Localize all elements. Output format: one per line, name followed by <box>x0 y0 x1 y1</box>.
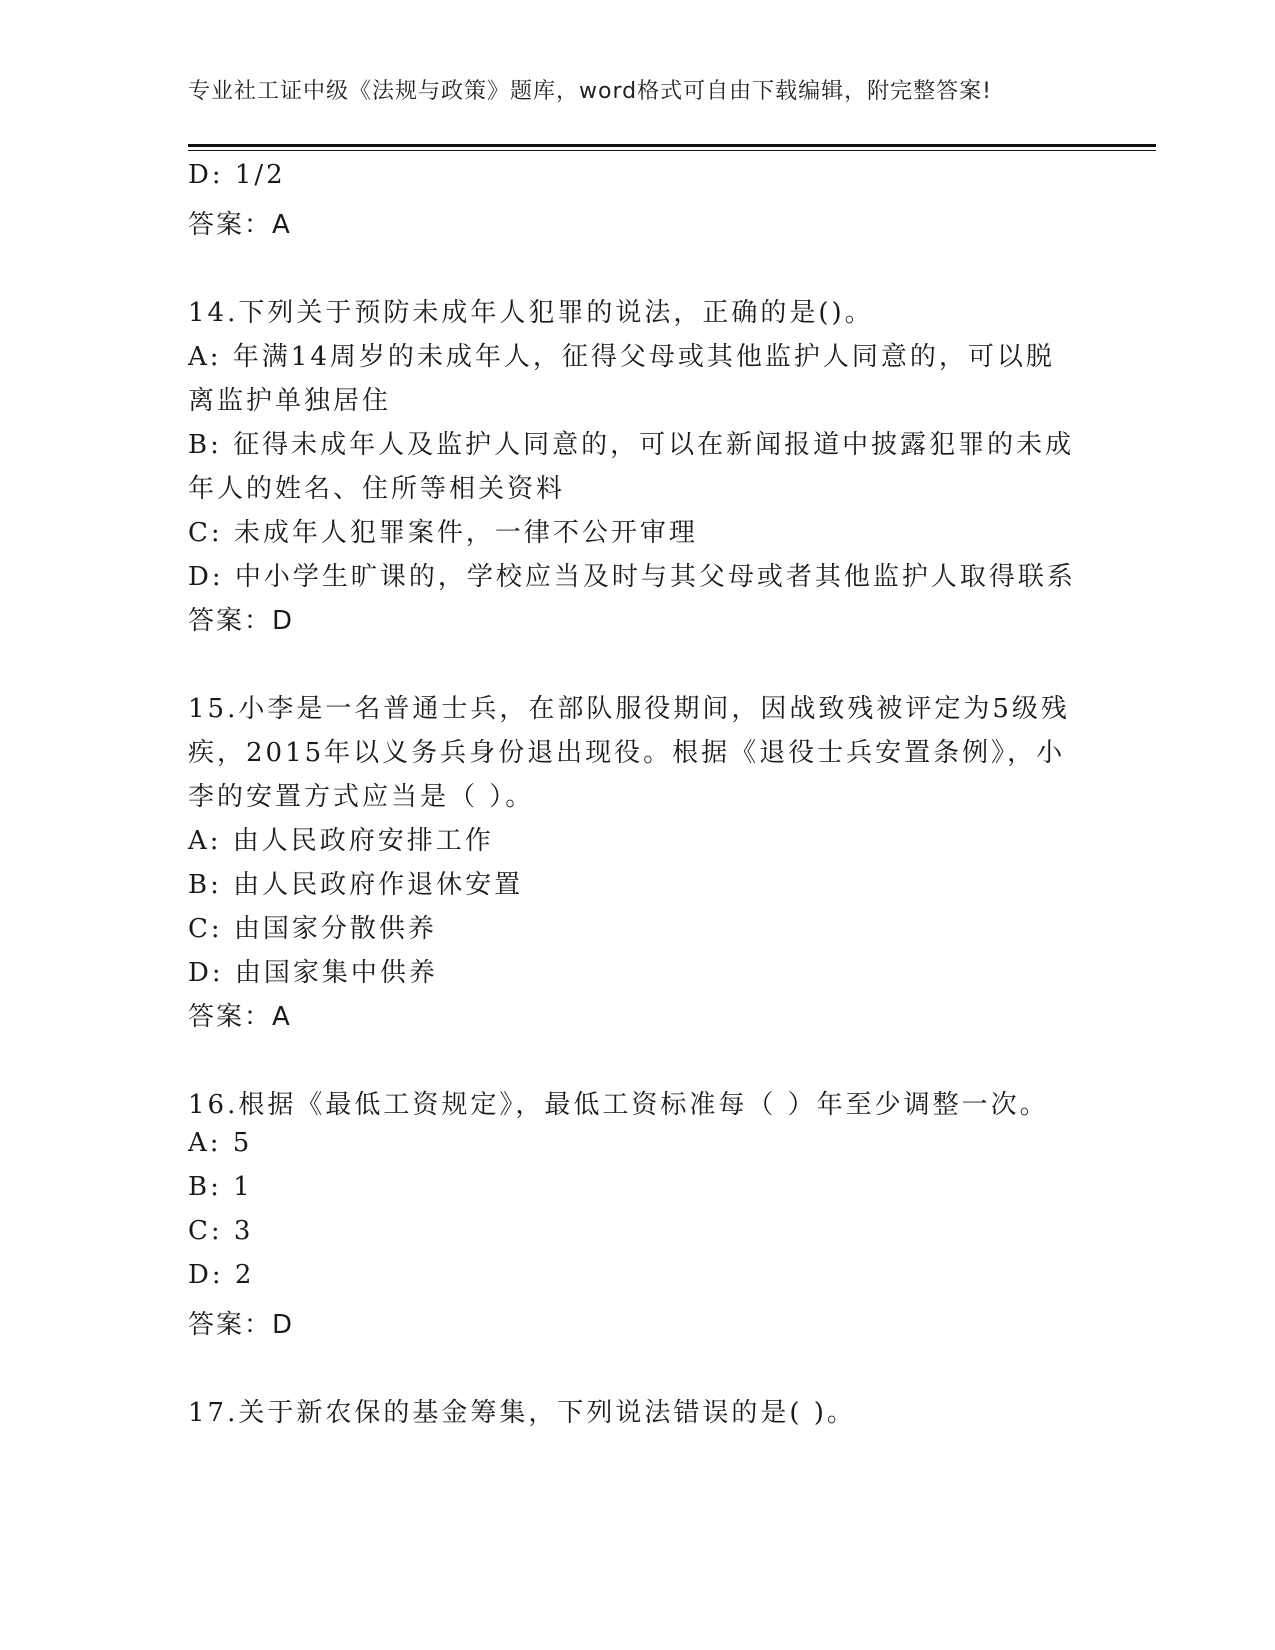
q16-option-d: D: 2 <box>188 1260 255 1290</box>
page-header: 专业社工证中级《法规与政策》题库，word格式可自由下载编辑，附完整答案! <box>188 79 992 104</box>
header-rule-thin <box>188 150 1156 151</box>
q15-question-line1: 15.小李是一名普通士兵，在部队服役期间，因战致残被评定为5级残 <box>188 694 1070 724</box>
q14-question: 14.下列关于预防未成年人犯罪的说法，正确的是()。 <box>188 298 874 328</box>
q14-option-d: D: 中小学生旷课的，学校应当及时与其父母或者其他监护人取得联系 <box>188 562 1076 592</box>
q15-option-c: C: 由国家分散供养 <box>188 914 437 944</box>
q13-option-d: D: 1/2 <box>188 160 286 190</box>
q16-answer: 答案：D <box>188 1310 295 1340</box>
q16-option-c: C: 3 <box>188 1216 254 1246</box>
q16-option-b: B: 1 <box>188 1172 253 1202</box>
q16-option-a: A: 5 <box>188 1128 253 1158</box>
q15-option-a: A: 由人民政府安排工作 <box>188 826 494 856</box>
q14-option-a-line1: A: 年满14周岁的未成年人，征得父母或其他监护人同意的，可以脱 <box>188 342 1055 372</box>
q15-option-b: B: 由人民政府作退休安置 <box>188 870 524 900</box>
q14-option-b-line1: B: 征得未成年人及监护人同意的，可以在新闻报道中披露犯罪的未成 <box>188 430 1075 460</box>
q14-option-c: C: 未成年人犯罪案件，一律不公开审理 <box>188 518 698 548</box>
q14-option-b-line2: 年人的姓名、住所等相关资料 <box>188 474 566 504</box>
q15-question-line2: 疾，2015年以义务兵身份退出现役。根据《退役士兵安置条例》，小 <box>188 738 1066 768</box>
q15-answer: 答案：A <box>188 1002 292 1032</box>
q13-answer: 答案：A <box>188 210 292 240</box>
q16-question: 16.根据《最低工资规定》，最低工资标准每（ ）年至少调整一次。 <box>188 1090 1049 1120</box>
q17-question: 17.关于新农保的基金筹集，下列说法错误的是( )。 <box>188 1398 856 1428</box>
q14-option-a-line2: 离监护单独居住 <box>188 386 392 416</box>
q15-question-line3: 李的安置方式应当是（ ）。 <box>188 782 535 812</box>
q15-option-d: D: 由国家集中供养 <box>188 958 438 988</box>
header-rule-thick <box>188 144 1156 147</box>
q14-answer: 答案：D <box>188 606 295 636</box>
